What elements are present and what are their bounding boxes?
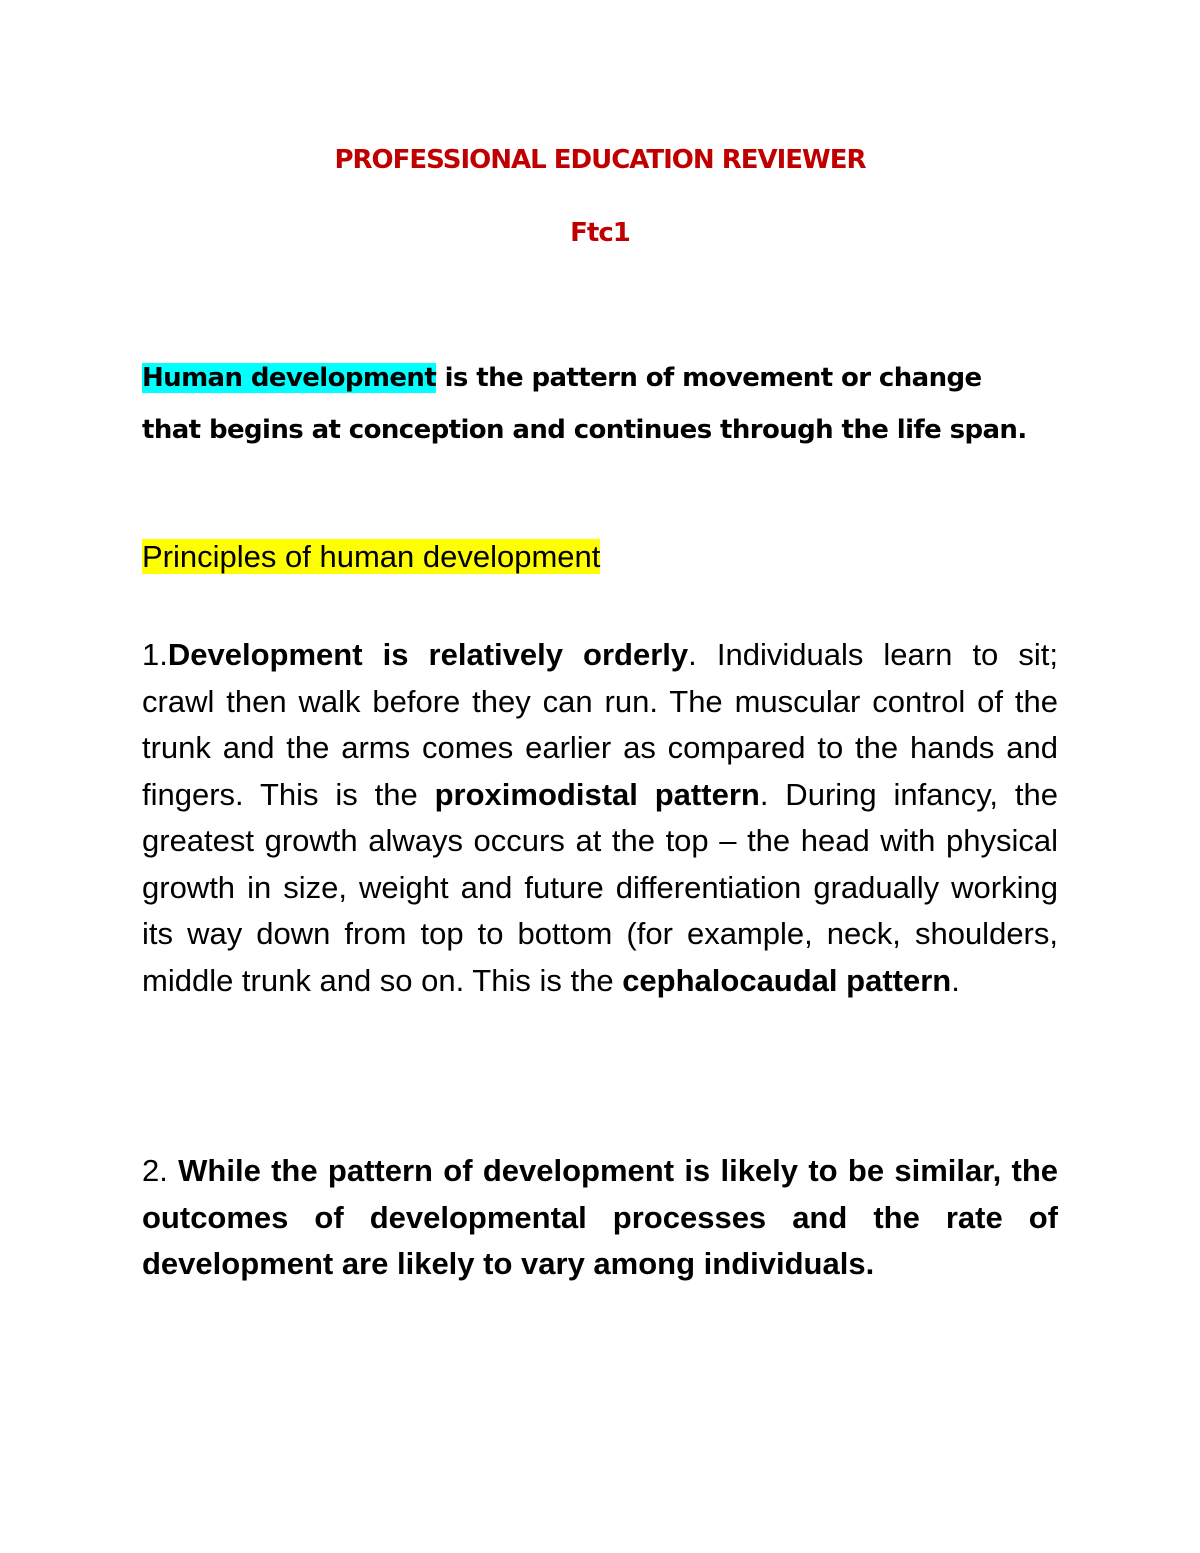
principle-1-text-c: . (951, 962, 960, 998)
document-subtitle: Ftc1 (570, 218, 630, 248)
section-heading-text: Principles of human development (142, 539, 601, 574)
principle-2-paragraph (142, 1148, 1058, 1288)
principle-2-text: While the pattern of development is likely to be similar, the outcomes of developmental processes and the rate of development are likely to vary among individuals. (142, 1153, 1058, 1281)
definition-paragraph (142, 352, 1102, 456)
definition-text-line-2: that begins at conception and continues through the life span. (142, 415, 1027, 445)
principle-2-number: 2. (142, 1153, 179, 1188)
principle-1-number: 1. (142, 637, 168, 672)
highlighted-term: Human development (142, 363, 437, 393)
section-heading (142, 534, 600, 580)
principle-1-lead: Development is relatively orderly (167, 637, 689, 672)
principle-1-paragraph (142, 632, 1058, 1004)
cephalocaudal-term: cephalocaudal pattern (622, 962, 952, 998)
proximodistal-term: proximodistal pattern (434, 776, 760, 812)
definition-text-line-1: is the pattern of movement or change (436, 363, 982, 393)
document-title: PROFESSIONAL EDUCATION REVIEWER (334, 145, 866, 175)
principle-1-text-b: . During infancy, the greatest growth always occurs at the top – the head with physical growth in size, weight and future differentiation gradually working its way down from top to bottom (for example, neck, shoulders, middle trunk and so on. This is the (142, 776, 1058, 998)
principle-1-text-a: . Individuals learn to sit; crawl then walk before they can run. The muscular control of the trunk and the arms comes earlier as compared to the hands and fingers. This is the (142, 637, 1058, 812)
